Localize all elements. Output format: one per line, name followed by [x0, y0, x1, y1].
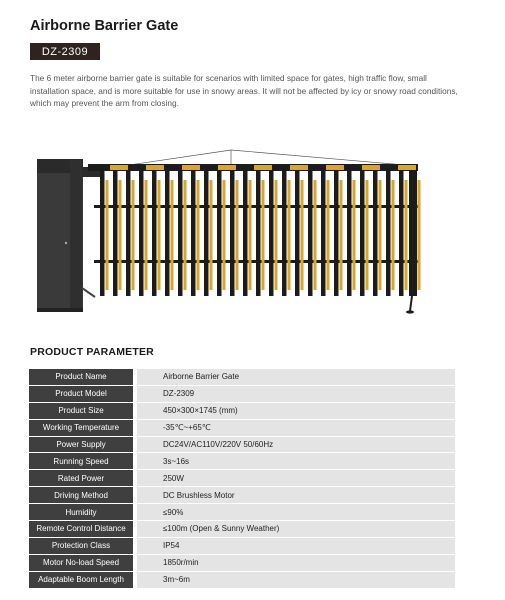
fence-bar: [191, 171, 196, 296]
table-row: [29, 453, 455, 470]
fence-bar: [113, 171, 118, 296]
boom-reflector-stripe: [110, 165, 128, 170]
fence-reflector: [314, 180, 317, 290]
fence-bar: [152, 171, 157, 296]
table-row: [29, 504, 455, 521]
fence-reflector: [145, 180, 148, 290]
parameter-label: Motor No-load Speed: [29, 554, 133, 571]
fence-bar: [308, 171, 313, 296]
fence-bar: [373, 171, 378, 296]
parameter-value: 3s~16s: [137, 453, 455, 470]
fence-reflector: [158, 180, 161, 290]
boom-reflector-stripe: [182, 165, 200, 170]
parameter-table: [29, 369, 455, 589]
fence-reflector: [288, 180, 291, 290]
product-description: The 6 meter airborne barrier gate is suitable for scenarios with limited space for gates, high traffic flow, small installation space, and is more suitable for use in snowy areas. It will not be affected by icy or snowy road conditions, which may prevent the arm from closing.: [30, 73, 458, 109]
parameter-label: Product Model: [29, 385, 133, 402]
parameter-value: DC Brushless Motor: [137, 487, 455, 504]
table-row: [29, 487, 455, 504]
fence-bar: [360, 171, 365, 296]
parameter-label: Power Supply: [29, 436, 133, 453]
fence-reflector: [366, 180, 369, 290]
boom-arm: [88, 164, 421, 314]
parameter-value: Airborne Barrier Gate: [137, 369, 455, 385]
fence-reflector: [301, 180, 304, 290]
parameter-label: Adaptable Boom Length: [29, 571, 133, 588]
parameter-value: 3m~6m: [137, 571, 455, 588]
table-row: [29, 537, 455, 554]
table-row: [29, 436, 455, 453]
fence-bar: [230, 171, 235, 296]
fence-reflector: [262, 180, 265, 290]
fence-bar: [165, 171, 170, 296]
table-row: [29, 385, 455, 402]
gate-cabinet: [37, 159, 83, 312]
table-row: [29, 369, 455, 385]
fence-bar: [243, 171, 248, 296]
fence-reflector: [405, 180, 408, 290]
parameter-label: Driving Method: [29, 487, 133, 504]
fence-reflector: [249, 180, 252, 290]
fence-bar: [334, 171, 339, 296]
parameter-label: Running Speed: [29, 453, 133, 470]
fence-reflector: [197, 180, 200, 290]
table-row: [29, 554, 455, 571]
fence-reflector: [106, 180, 109, 290]
boom-reflector-stripe: [218, 165, 236, 170]
barrier-gate-image: [0, 140, 505, 320]
boom-reflector-stripe: [254, 165, 272, 170]
fence-bar: [399, 171, 404, 296]
fence-reflector: [275, 180, 278, 290]
fence-bar: [126, 171, 131, 296]
fence-bar: [282, 171, 287, 296]
fence-bar: [139, 171, 144, 296]
section-title: PRODUCT PARAMETER: [30, 346, 154, 358]
fence-bar: [100, 171, 105, 296]
table-row: [29, 419, 455, 436]
parameter-value: 450×300×1745 (mm): [137, 402, 455, 419]
fence-reflector: [353, 180, 356, 290]
table-row: [29, 571, 455, 588]
boom-reflector-stripe: [290, 165, 308, 170]
parameter-label: Protection Class: [29, 537, 133, 554]
table-row: [29, 521, 455, 538]
parameter-value: ≤90%: [137, 504, 455, 521]
model-badge: DZ-2309: [30, 43, 100, 60]
boom-reflector-stripe: [326, 165, 344, 170]
parameter-value: DC24V/AC110V/220V 50/60Hz: [137, 436, 455, 453]
parameter-value: DZ-2309: [137, 385, 455, 402]
parameter-label: Working Temperature: [29, 419, 133, 436]
boom-reflector-stripe: [398, 165, 416, 170]
fence-bar: [269, 171, 274, 296]
parameter-label: Humidity: [29, 504, 133, 521]
fence-reflector: [327, 180, 330, 290]
fence-bar: [204, 171, 209, 296]
parameter-label: Product Size: [29, 402, 133, 419]
boom-reflector-stripe: [362, 165, 380, 170]
fence-reflector: [379, 180, 382, 290]
parameter-value: 1850r/min: [137, 554, 455, 571]
fence-reflector: [119, 180, 122, 290]
fence-bar: [178, 171, 183, 296]
fence-bar: [386, 171, 391, 296]
fence-reflector: [184, 180, 187, 290]
fence-reflector: [210, 180, 213, 290]
page-title: Airborne Barrier Gate: [30, 18, 179, 34]
table-row: [29, 402, 455, 419]
parameter-value: -35℃~+65℃: [137, 419, 455, 436]
fence-bar: [347, 171, 352, 296]
fence-reflector: [223, 180, 226, 290]
fence-reflector: [132, 180, 135, 290]
fence-reflector: [340, 180, 343, 290]
fence-reflector: [171, 180, 174, 290]
boom-reflector-stripe: [146, 165, 164, 170]
fence-bar: [321, 171, 326, 296]
parameter-value: ≤100m (Open & Sunny Weather): [137, 521, 455, 538]
fence-reflector: [236, 180, 239, 290]
parameter-value: IP54: [137, 537, 455, 554]
fence-bar: [217, 171, 222, 296]
parameter-label: Rated Power: [29, 470, 133, 487]
parameter-label: Product Name: [29, 369, 133, 385]
parameter-label: Remote Control Distance: [29, 521, 133, 538]
fence-reflector: [418, 180, 421, 290]
fence-reflector: [392, 180, 395, 290]
fence-bar: [295, 171, 300, 296]
fence-bar: [256, 171, 261, 296]
table-row: [29, 470, 455, 487]
parameter-value: 250W: [137, 470, 455, 487]
